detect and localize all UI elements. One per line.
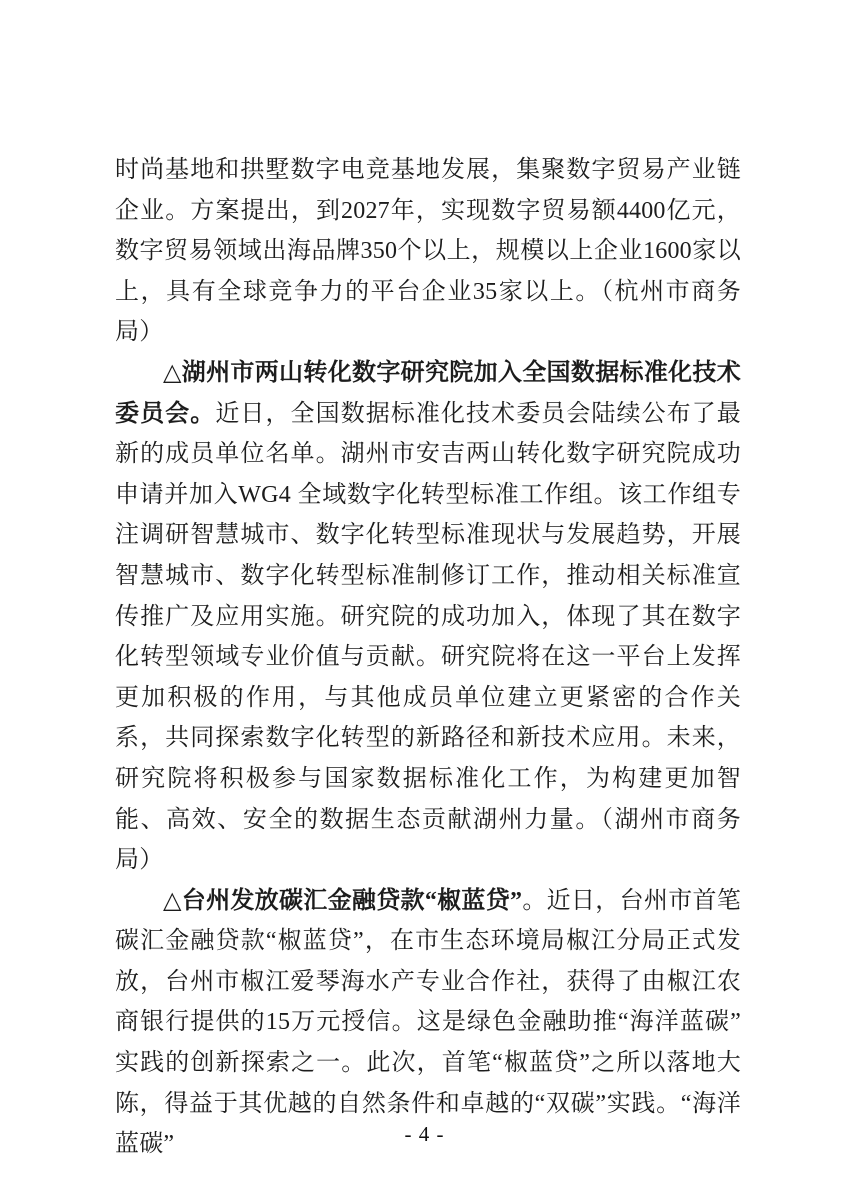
page-number: - 4 - (404, 1122, 445, 1146)
document-body (115, 150, 741, 1165)
paragraph (115, 150, 741, 353)
paragraph-text: 。近日，台州市首笔碳汇金融贷款“椒蓝贷”，在市生态环境局椒江分局正式发放，台州市椒江爱琴海水产专业合作社，获得了由椒江农商银行提供的15万元授信。这是绿色金融助推“海洋蓝碳”实践的创新探索之一。此次，首笔“椒蓝贷”之所以落地大陈，得益于其优越的自然条件和卓越的“双碳”实践。“海洋蓝碳” (115, 887, 741, 1158)
paragraph-text: 时尚基地和拱墅数字电竞基地发展，集聚数字贸易产业链企业。方案提出，到2027年，实现数字贸易额4400亿元，数字贸易领域出海品牌350个以上，规模以上企业1600家以上，具有全球竞争力的平台企业35家以上。（杭州市商务局） (115, 157, 741, 346)
paragraph-heading: △湖州市两山转化数字研究院加入全国数据标准化技术委员会。 (115, 359, 741, 427)
paragraph-heading: △台州发放碳汇金融贷款“椒蓝贷” (163, 887, 523, 914)
paragraph (115, 353, 741, 881)
page-footer (0, 1122, 849, 1147)
paragraph-text: 近日，全国数据标准化技术委员会陆续公布了最新的成员单位名单。湖州市安吉两山转化数字研究院成功申请并加入WG4 全域数字化转型标准工作组。该工作组专注调研智慧城市、数字化转型标准现状与发展趋势，开展智慧城市、数字化转型标准制修订工作，推动相关标准宣传推广及应用实施。研究院的成功加入，体现了其在数字化转型领域专业价值与贡献。研究院将在这一平台上发挥更加积极的作用，与其他成员单位建立更紧密的合作关系，共同探索数字化转型的新路径和新技术应用。未来，研究院将积极参与国家数据标准化工作，为构建更加智能、高效、安全的数据生态贡献湖州力量。（湖州市商务局） (115, 400, 741, 874)
